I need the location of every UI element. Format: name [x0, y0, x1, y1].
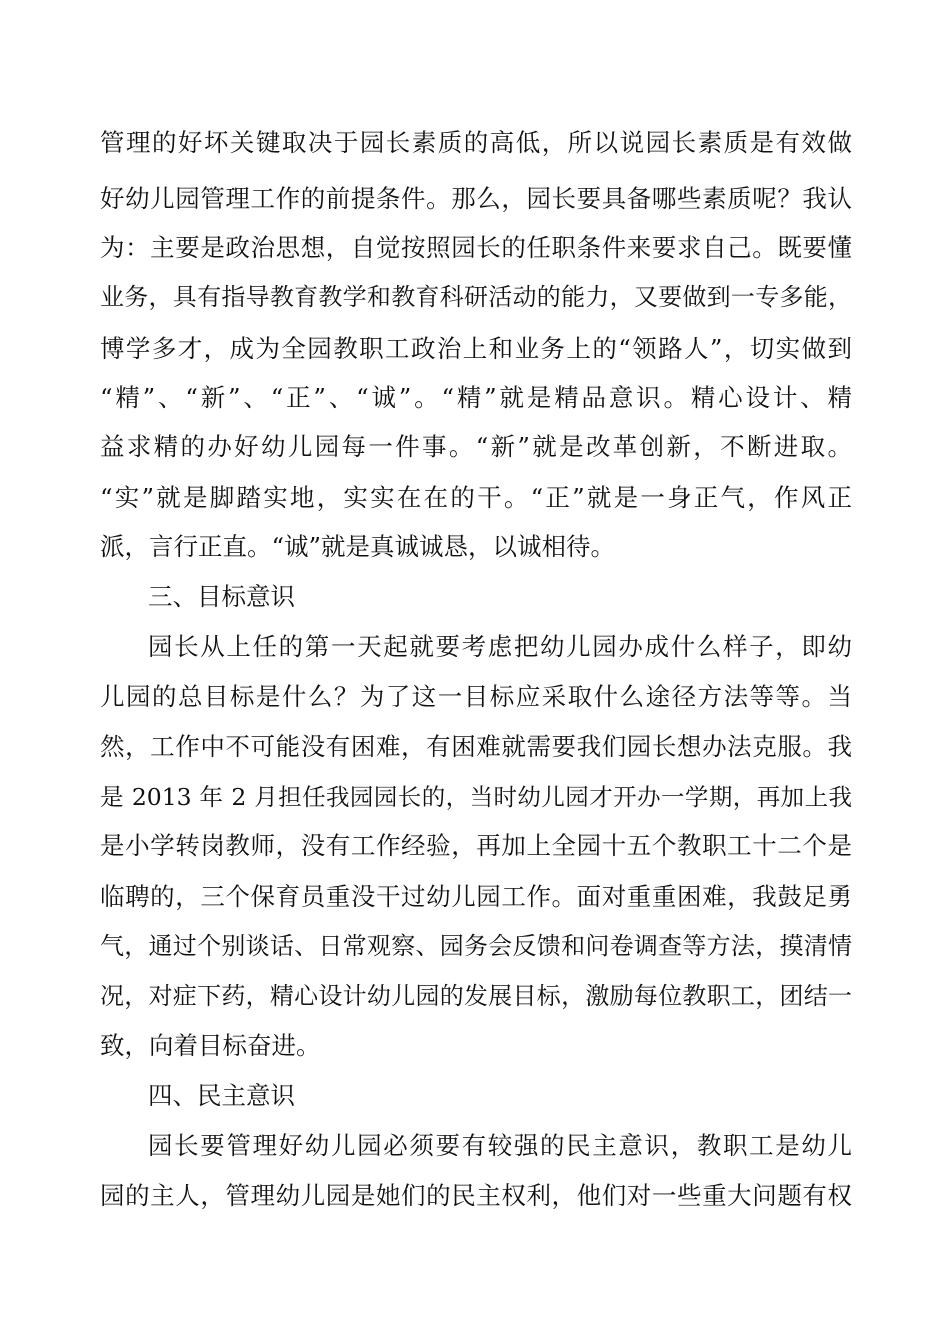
- paragraph-line: 园长要管理好幼儿园必须要有较强的民主意识，教职工是幼儿: [148, 1131, 852, 1160]
- paragraph-line: 致，向着目标奋进。: [100, 1031, 321, 1060]
- paragraph-line: 临聘的，三个保育员重没干过幼儿园工作。面对重重困难，我鼓足勇: [100, 882, 852, 911]
- section-heading: 三、目标意识: [148, 582, 295, 611]
- paragraph-line: 好幼儿园管理工作的前提条件。那么，园长要具备哪些素质呢？我认: [100, 184, 852, 213]
- paragraph-line: 园长从上任的第一天起就要考虑把幼儿园办成什么样子，即幼: [148, 632, 852, 661]
- paragraph-line: 然，工作中不可能没有困难，有困难就需要我们园长想办法克服。我: [100, 732, 852, 761]
- paragraph-line: 业务，具有指导教育教学和教育科研活动的能力，又要做到一专多能，: [100, 283, 852, 311]
- paragraph-line: 园的主人，管理幼儿园是她们的民主权利，他们对一些重大问题有权: [100, 1181, 852, 1210]
- paragraph-line: 气，通过个别谈话、日常观察、园务会反馈和问卷调查等方法，摸清情: [100, 932, 852, 960]
- paragraph-line: “精”、“新”、“正”、“诚”。“精”就是精品意识。精心设计、精: [100, 383, 852, 412]
- paragraph-line: 是小学转岗教师，没有工作经验，再加上全园十五个教职工十二个是: [100, 831, 852, 860]
- section-heading: 四、民主意识: [148, 1081, 295, 1110]
- paragraph-line: 为：主要是政治思想，自觉按照园长的任职条件来要求自己。既要懂: [100, 233, 852, 262]
- paragraph-line: 管理的好坏关键取决于园长素质的高低，所以说园长素质是有效做: [100, 128, 852, 157]
- paragraph-line: 况，对症下药，精心设计幼儿园的发展目标，激励每位教职工，团结一: [100, 982, 852, 1010]
- paragraph-line: 益求精的办好幼儿园每一件事。“新”就是改革创新，不断进取。: [100, 432, 852, 461]
- paragraph-line: 派，言行正直。“诚”就是真诚诚恳，以诚相待。: [100, 532, 616, 561]
- paragraph-line: 是 2013 年 2 月担任我园园长的，当时幼儿园才开办一学期，再加上我: [100, 783, 852, 811]
- paragraph-line: 儿园的总目标是什么？为了这一目标应采取什么途径方法等等。当: [100, 682, 852, 711]
- paragraph-line: “实”就是脚踏实地，实实在在的干。“正”就是一身正气，作风正: [100, 483, 852, 512]
- paragraph-line: 博学多才，成为全园教职工政治上和业务上的“领路人”，切实做到: [100, 334, 852, 363]
